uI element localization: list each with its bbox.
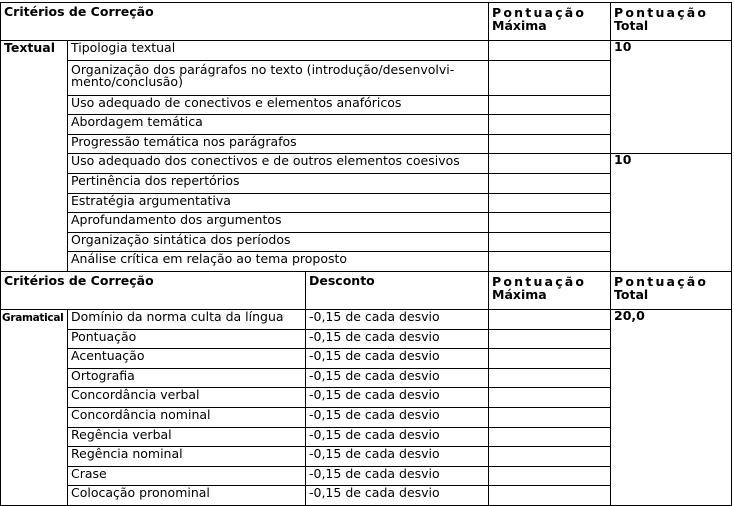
gramatical-header-row: [1, 271, 732, 309]
pontuacao-maxima-cell: [489, 154, 611, 174]
criterion-label: Concordância verbal: [68, 388, 306, 408]
table-row: [1, 309, 732, 329]
gramatical-total: 20,0: [611, 309, 732, 505]
criterion-label: Crase: [68, 466, 306, 486]
desconto-value: -0,15 de cada desvio: [306, 349, 489, 369]
desconto-value: -0,15 de cada desvio: [306, 368, 489, 388]
table-row: [1, 41, 732, 61]
pontuacao-maxima-cell: [489, 349, 611, 369]
pontuacao-maxima-cell: [489, 232, 611, 252]
criterion-label: Estratégia argumentativa: [68, 193, 489, 213]
criterios-header: Critérios de Correção: [1, 3, 489, 41]
pontuacao-maxima-cell: [489, 329, 611, 349]
criterion-label: Organização dos parágrafos no texto (introdução/desenvolvi-mento/conclusão): [68, 60, 489, 95]
criterion-label: Análise crítica em relação ao tema proposto: [68, 252, 489, 272]
pontuacao-maxima-cell: [489, 252, 611, 272]
pontuacao-maxima-cell: [489, 41, 611, 61]
criterion-label: Progressão temática nos parágrafos: [68, 134, 489, 154]
grading-criteria-document: [0, 2, 732, 506]
criterion-label: Acentuação: [68, 349, 306, 369]
group2-total: 10: [611, 154, 732, 272]
pontuacao-maxima-cell: [489, 115, 611, 135]
category-textual: Textual: [1, 41, 68, 272]
pontuacao-maxima-cell: [489, 95, 611, 115]
desconto-value: -0,15 de cada desvio: [306, 447, 489, 467]
criterion-label: Tipologia textual: [68, 41, 489, 61]
desconto-value: -0,15 de cada desvio: [306, 329, 489, 349]
desconto-value: -0,15 de cada desvio: [306, 309, 489, 329]
pontuacao-maxima-cell: [489, 60, 611, 95]
pontuacao-maxima-cell: [489, 486, 611, 506]
criterion-label: Organização sintática dos períodos: [68, 232, 489, 252]
desconto-value: -0,15 de cada desvio: [306, 407, 489, 427]
criterion-label: Regência nominal: [68, 447, 306, 467]
criterion-label: Regência verbal: [68, 427, 306, 447]
criterion-label: Aprofundamento dos argumentos: [68, 213, 489, 233]
criterios-header: Critérios de Correção: [1, 271, 306, 309]
pontuacao-maxima-cell: [489, 466, 611, 486]
pontuacao-maxima-cell: [489, 388, 611, 408]
pontuacao-maxima-cell: [489, 213, 611, 233]
pontuacao-maxima-cell: [489, 309, 611, 329]
desconto-value: -0,15 de cada desvio: [306, 486, 489, 506]
pontuacao-maxima-cell: [489, 173, 611, 193]
textual-header-row: [1, 3, 732, 41]
group1-total: 10: [611, 41, 732, 154]
pontuacao-maxima-header: Pontuação Máxima: [489, 271, 611, 309]
textual-criteria-table: [0, 2, 732, 506]
pontuacao-maxima-cell: [489, 407, 611, 427]
criterion-label: Concordância nominal: [68, 407, 306, 427]
criterion-label: Ortografia: [68, 368, 306, 388]
desconto-value: -0,15 de cada desvio: [306, 427, 489, 447]
desconto-value: -0,15 de cada desvio: [306, 388, 489, 408]
desconto-header: Desconto: [306, 271, 489, 309]
table-row: [1, 154, 732, 174]
pontuacao-maxima-cell: [489, 447, 611, 467]
criterion-label: Uso adequado dos conectivos e de outros elementos coesivos: [68, 154, 489, 174]
criterion-label: Pertinência dos repertórios: [68, 173, 489, 193]
desconto-value: -0,15 de cada desvio: [306, 466, 489, 486]
pontuacao-total-header: Pontuação Total: [611, 271, 732, 309]
criterion-label: Uso adequado de conectivos e elementos anafóricos: [68, 95, 489, 115]
criterion-label: Domínio da norma culta da língua: [68, 309, 306, 329]
criterion-label: Colocação pronominal: [68, 486, 306, 506]
pontuacao-total-header: Pontuação Total: [611, 3, 732, 41]
pontuacao-maxima-header: Pontuação Máxima: [489, 3, 611, 41]
pontuacao-maxima-cell: [489, 193, 611, 213]
criterion-label: Pontuação: [68, 329, 306, 349]
pontuacao-maxima-cell: [489, 134, 611, 154]
category-gramatical: Gramatical: [1, 309, 68, 505]
pontuacao-maxima-cell: [489, 368, 611, 388]
criterion-label: Abordagem temática: [68, 115, 489, 135]
pontuacao-maxima-cell: [489, 427, 611, 447]
